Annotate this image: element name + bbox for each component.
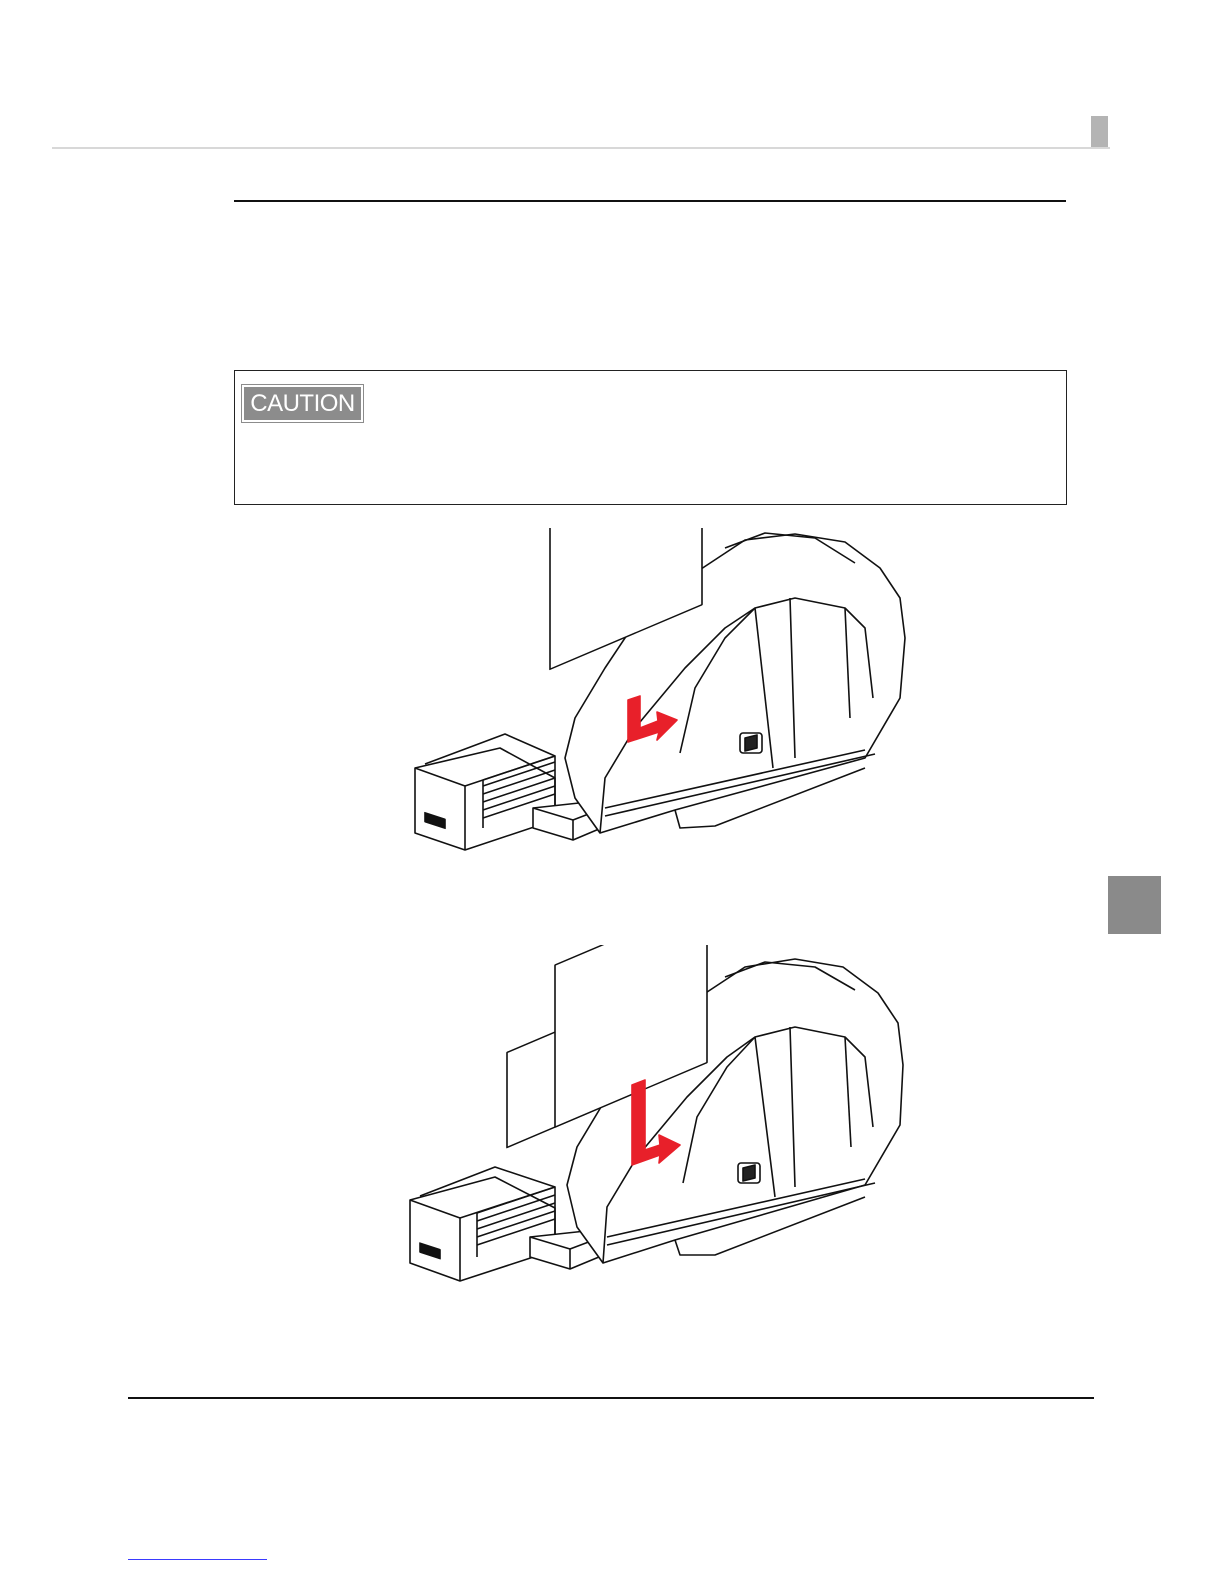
scanner-with-multiple-checks-figure [395, 945, 915, 1285]
hopper-tray [410, 1167, 555, 1281]
header-rule [52, 147, 1110, 149]
caution-badge: CAUTION [242, 385, 363, 422]
header-chapter-tab [1091, 116, 1108, 147]
scanner-with-check-insert-figure [395, 528, 915, 858]
chapter-side-tab [1108, 876, 1161, 934]
caution-box [234, 370, 1067, 505]
hopper-tray [415, 734, 555, 850]
footer-link-underline[interactable] [128, 1559, 267, 1560]
footer-rule [128, 1397, 1094, 1399]
section-title-rule [234, 200, 1066, 202]
